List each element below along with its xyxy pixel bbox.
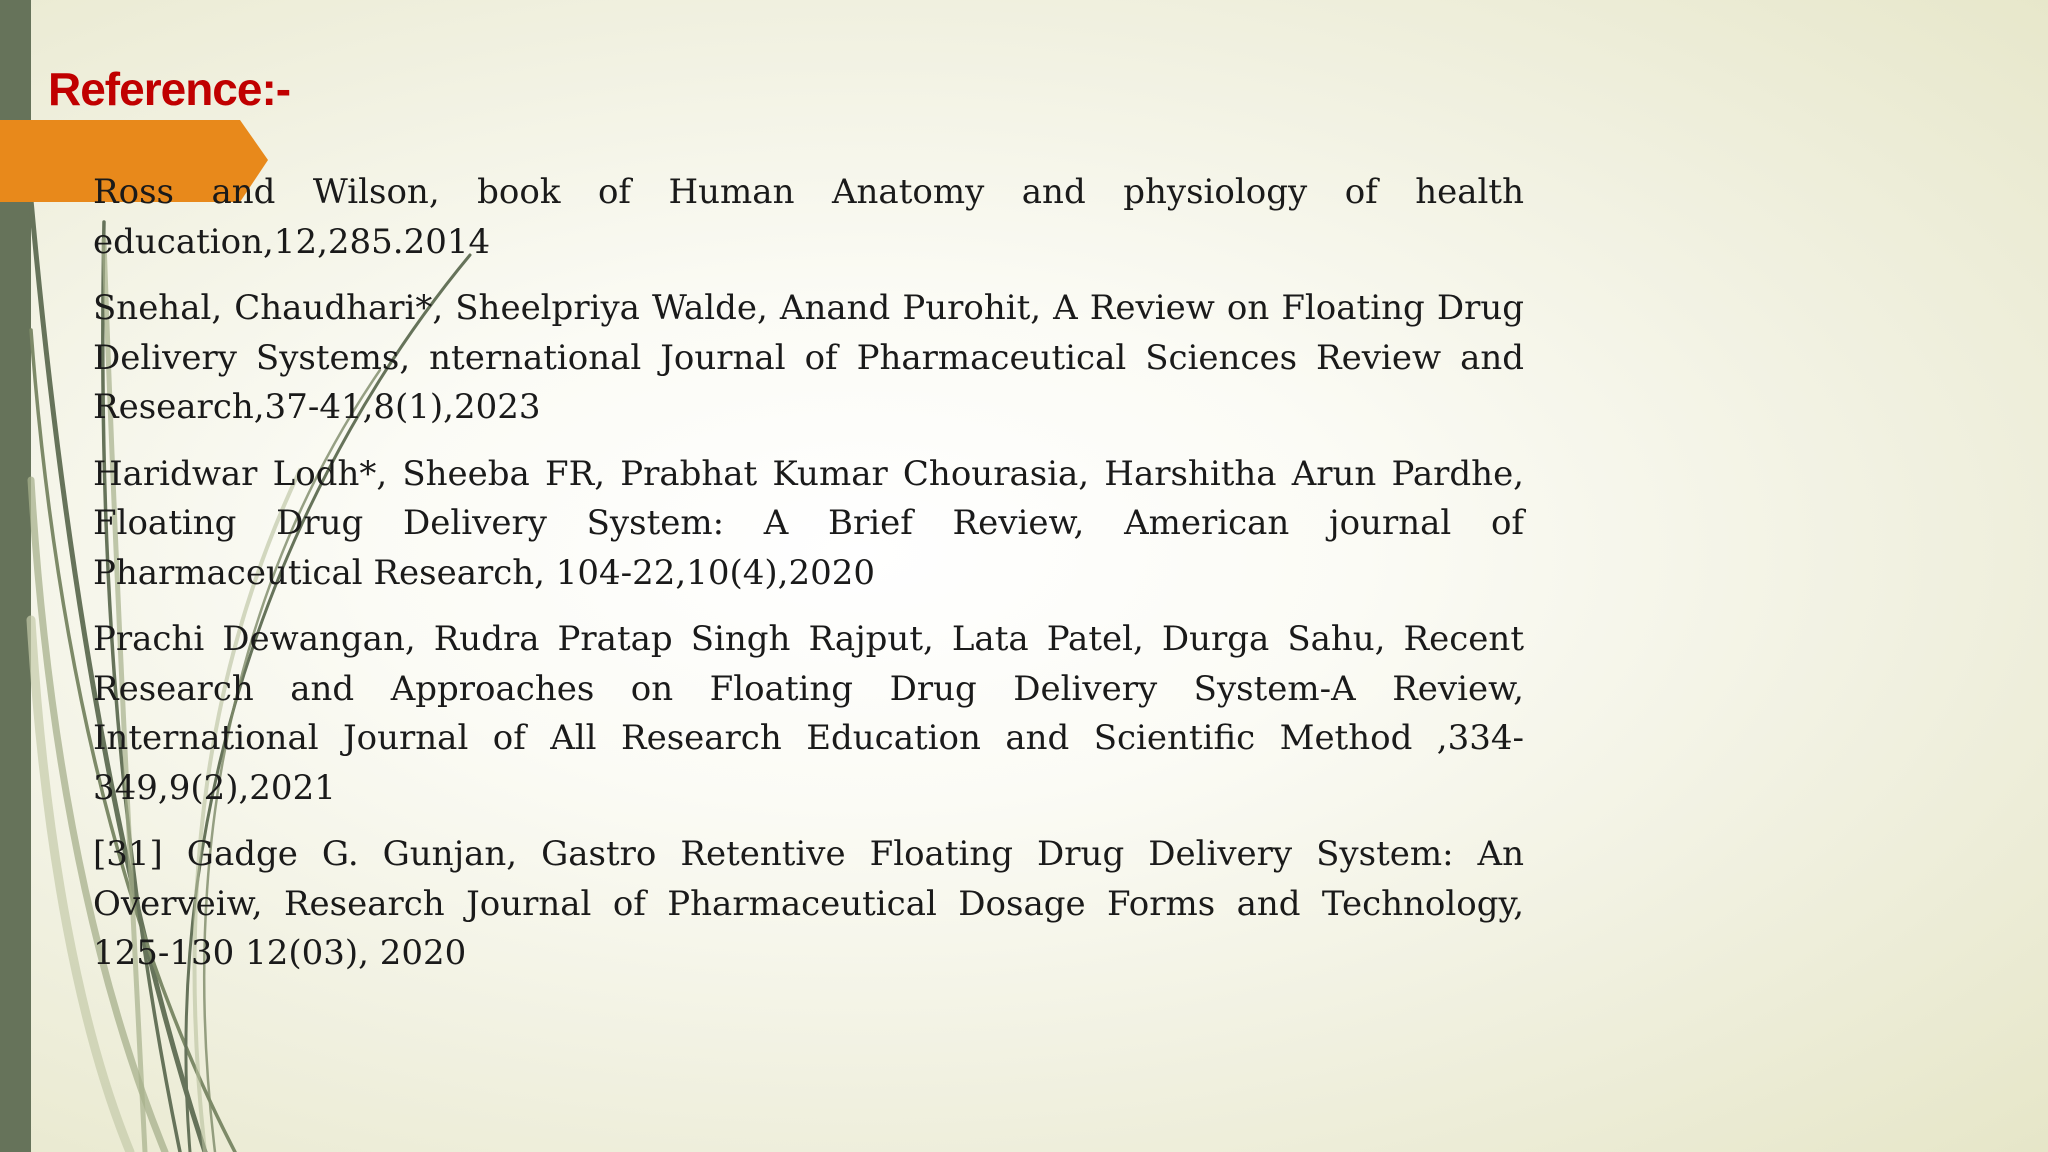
reference-list — [93, 168, 1524, 996]
slide-title: Reference:- — [48, 63, 291, 115]
reference-item: Haridwar Lodh*, Sheeba FR, Prabhat Kumar Chourasia, Harshitha Arun Pardhe, Floating Drug Delivery System: A Brief Review, American journal of Pharmaceutical Research, 104-22,10(4),2020 — [93, 453, 1524, 593]
reference-item: Prachi Dewangan, Rudra Pratap Singh Rajput, Lata Patel, Durga Sahu, Recent Research and Approaches on Floating Drug Delivery System-A Review, International Journal of All Research Education and Scientific Method ,334-349,9(2),2021 — [93, 619, 1524, 808]
reference-item: Snehal, Chaudhari*, Sheelpriya Walde, Anand Purohit, A Review on Floating Drug Delivery Systems, nternational Journal of Pharmaceutical Sciences Review and Research,37-41,8(1),2023 — [93, 288, 1524, 427]
reference-item: [31] Gadge G. Gunjan, Gastro Retentive Floating Drug Delivery System: An Overveiw, Research Journal of Pharmaceutical Dosage Forms and Technology, 125-130 12(03), 2020 — [93, 834, 1524, 973]
reference-item: Ross and Wilson, book of Human Anatomy and physiology of health education,12,285.2014 — [93, 172, 1524, 262]
